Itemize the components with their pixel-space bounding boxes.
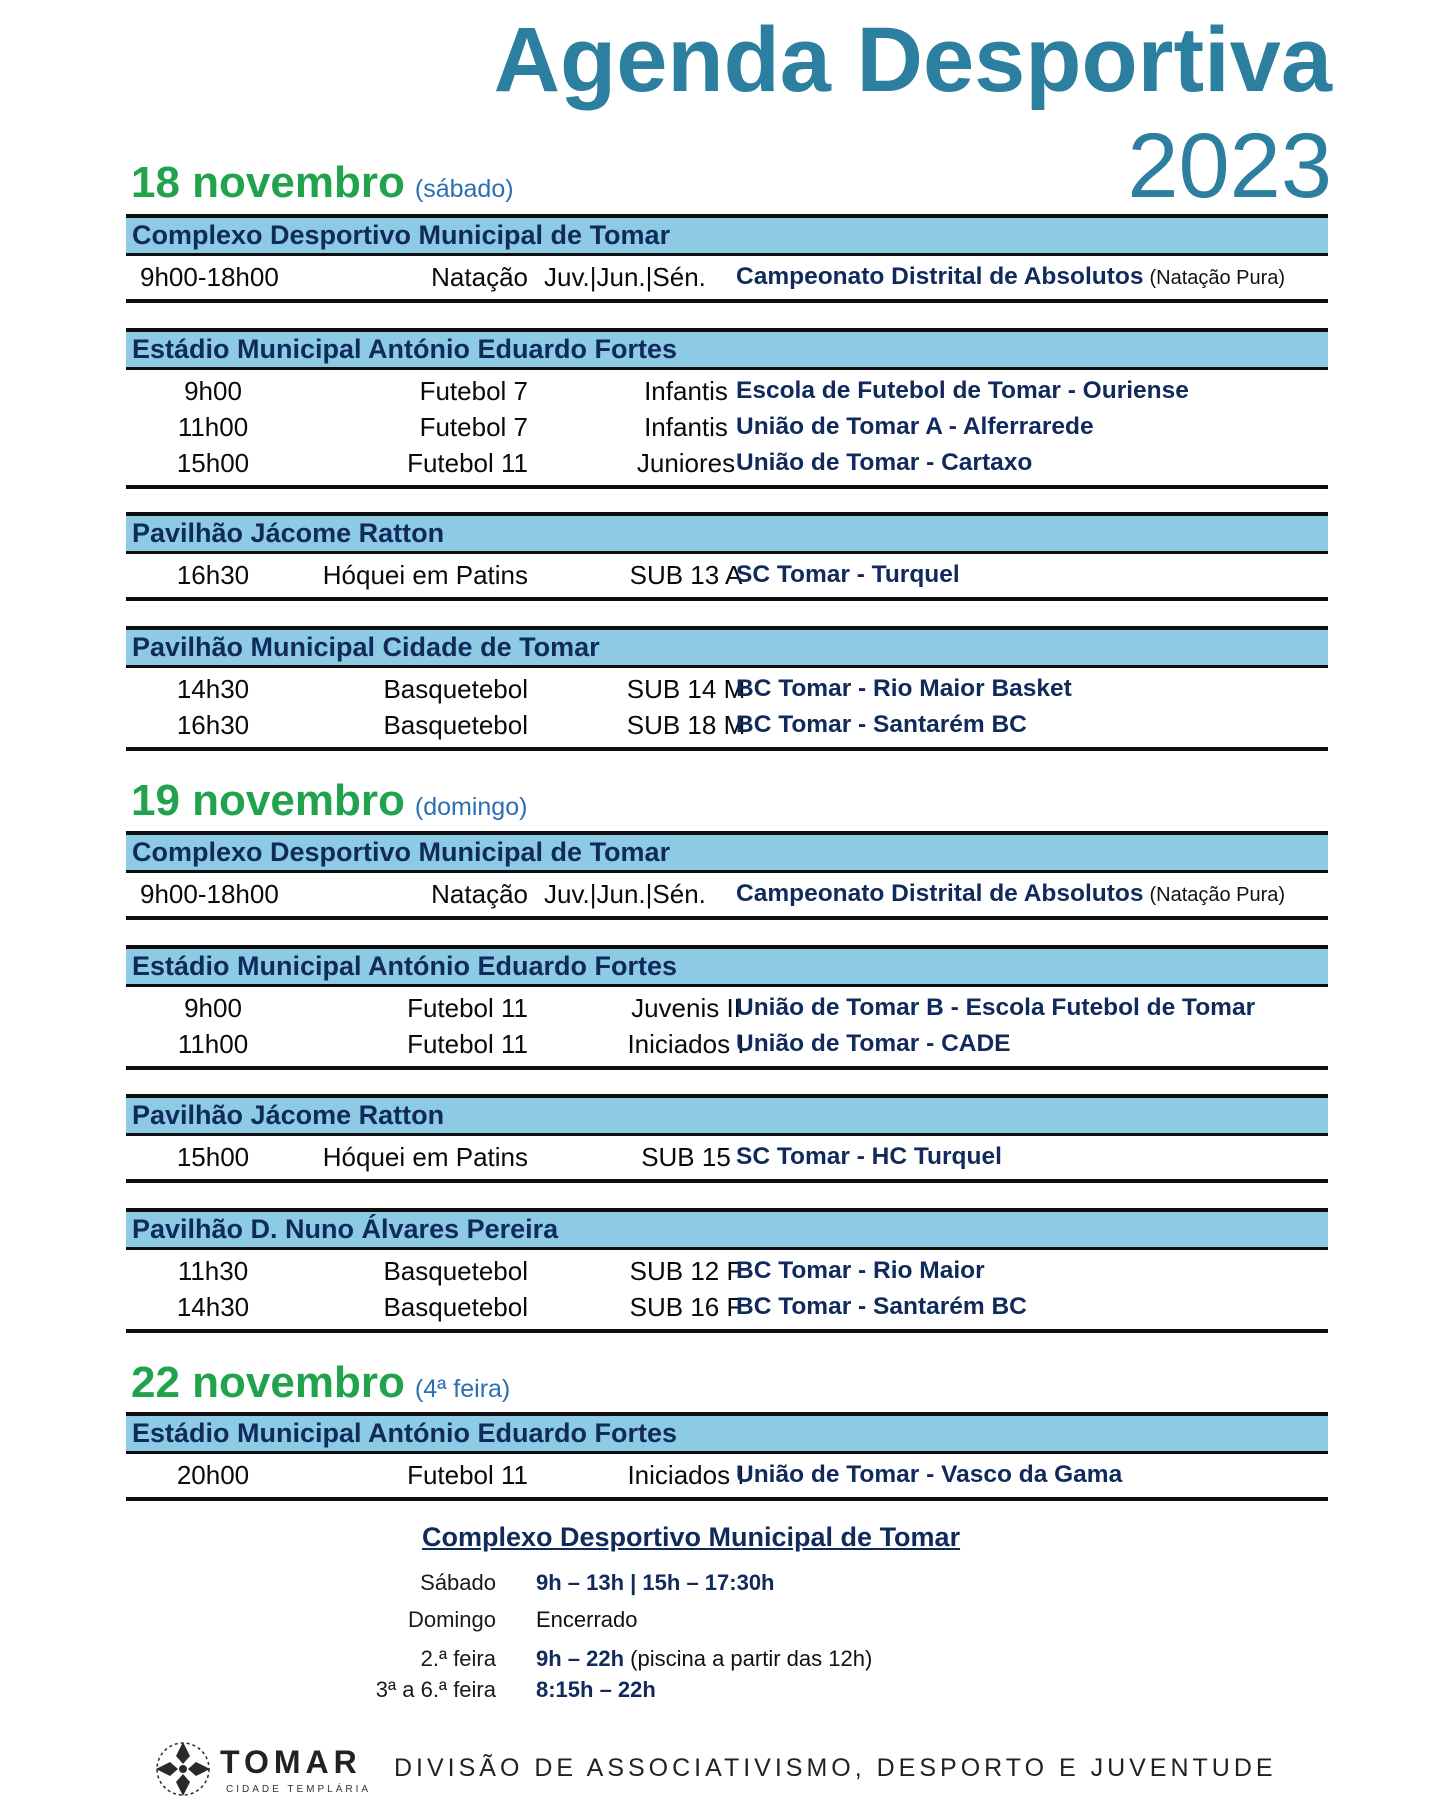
page-year: 2023 xyxy=(1127,115,1332,217)
event-row xyxy=(126,1289,1328,1325)
event-row xyxy=(126,1253,1328,1289)
event-row xyxy=(126,671,1328,707)
day-weekday: (domingo) xyxy=(414,793,528,821)
event-category: Infantis xyxy=(644,412,728,442)
hours-day: 2.ª feira xyxy=(420,1646,496,1671)
event-time: 9h00 xyxy=(184,993,242,1023)
day-date: 18 novembro xyxy=(131,158,405,207)
opening-hours-title: Complexo Desportivo Municipal de Tomar xyxy=(422,1522,961,1552)
event-row xyxy=(126,876,1328,912)
event-sport: Futebol 11 xyxy=(407,1029,528,1059)
event-sport: Hóquei em Patins xyxy=(322,560,528,590)
event-time: 11h00 xyxy=(177,412,249,442)
event-note: (Natação Pura) xyxy=(1149,884,1286,906)
event-category: Juniores xyxy=(636,448,736,478)
venue-block xyxy=(126,1412,1328,1501)
day-weekday: (4ª feira) xyxy=(414,1375,511,1403)
hours-day: 3ª a 6.ª feira xyxy=(375,1677,496,1702)
venue-block xyxy=(126,626,1328,751)
event-time: 9h00-18h00 xyxy=(140,879,279,909)
venue-block xyxy=(126,831,1328,920)
event-sport: Futebol 7 xyxy=(419,412,528,442)
venue-name: Estádio Municipal António Eduardo Fortes xyxy=(126,332,1328,370)
venue-name: Pavilhão D. Nuno Álvares Pereira xyxy=(126,1212,1328,1250)
tomar-cross-icon xyxy=(154,1740,212,1798)
event-time: 16h30 xyxy=(176,710,250,740)
event-category: Juv.|Jun.|Sén. xyxy=(544,262,706,292)
event-sport: Futebol 11 xyxy=(407,993,528,1023)
event-title: SC Tomar - Turquel xyxy=(736,561,960,588)
event-row xyxy=(126,259,1328,295)
event-sport: Basquetebol xyxy=(383,674,528,704)
event-note: (Natação Pura) xyxy=(1149,267,1286,289)
venue-block xyxy=(126,1094,1328,1183)
hours-value-extra: (piscina a partir das 12h) xyxy=(624,1646,873,1671)
event-time: 9h00-18h00 xyxy=(140,262,279,292)
venue-name: Pavilhão Municipal Cidade de Tomar xyxy=(126,630,1328,668)
event-title-text: Campeonato Distrital de Absolutos xyxy=(736,880,1144,907)
day-heading xyxy=(131,158,514,208)
event-time: 14h30 xyxy=(176,674,250,704)
venue-block xyxy=(126,512,1328,601)
event-category: Iniciados I xyxy=(627,1460,745,1490)
division-name: DIVISÃO DE ASSOCIATIVISMO, DESPORTO E JUVENTUDE xyxy=(394,1754,1277,1782)
event-title: BC Tomar - Rio Maior Basket xyxy=(736,675,1072,702)
venue-name: Complexo Desportivo Municipal de Tomar xyxy=(126,835,1328,873)
event-row xyxy=(126,445,1328,481)
day-weekday: (sábado) xyxy=(414,175,514,203)
event-title: Escola de Futebol de Tomar - Ouriense xyxy=(736,377,1189,404)
event-row xyxy=(126,707,1328,743)
venue-block xyxy=(126,328,1328,489)
tomar-logo-subtitle: CIDADE TEMPLÁRIA xyxy=(226,1784,372,1795)
event-title: BC Tomar - Santarém BC xyxy=(736,1293,1027,1320)
event-category: SUB 18 M xyxy=(626,710,746,740)
venue-name: Pavilhão Jácome Ratton xyxy=(126,1098,1328,1136)
event-category: SUB 15 xyxy=(641,1142,731,1172)
hours-row xyxy=(0,1607,1448,1641)
event-time: 16h30 xyxy=(176,560,250,590)
tomar-logo: TOMAR xyxy=(220,1744,362,1780)
hours-value xyxy=(536,1607,638,1633)
event-time: 9h00 xyxy=(184,376,242,406)
event-category: Juvenis II xyxy=(631,993,741,1023)
event-title: União de Tomar - CADE xyxy=(736,1030,1011,1057)
venue-name: Complexo Desportivo Municipal de Tomar xyxy=(126,218,1328,256)
venue-block xyxy=(126,945,1328,1070)
event-sport: Hóquei em Patins xyxy=(322,1142,528,1172)
event-title: SC Tomar - HC Turquel xyxy=(736,1143,1002,1170)
page-title: Agenda Desportiva xyxy=(493,9,1332,111)
event-category: Juv.|Jun.|Sén. xyxy=(544,879,706,909)
footer xyxy=(154,1740,1304,1804)
event-sport: Basquetebol xyxy=(383,1256,528,1286)
event-category: SUB 13 A xyxy=(629,560,743,590)
event-sport: Futebol 7 xyxy=(419,376,528,406)
event-category: SUB 12 F xyxy=(629,1256,743,1286)
hours-row xyxy=(0,1677,1448,1711)
venue-name: Estádio Municipal António Eduardo Fortes xyxy=(126,1416,1328,1454)
hours-value-bold: 8:15h – 22h xyxy=(536,1677,656,1702)
event-row xyxy=(126,373,1328,409)
hours-row xyxy=(0,1570,1448,1604)
venue-block xyxy=(126,214,1328,303)
event-title-text: Campeonato Distrital de Absolutos xyxy=(736,263,1144,290)
event-sport: Futebol 11 xyxy=(407,448,528,478)
hours-day: Domingo xyxy=(407,1607,496,1632)
event-title: BC Tomar - Rio Maior xyxy=(736,1257,985,1284)
event-title: União de Tomar A - Alferrarede xyxy=(736,413,1094,440)
event-row xyxy=(126,1139,1328,1175)
event-time: 15h00 xyxy=(176,1142,250,1172)
day-date: 19 novembro xyxy=(131,776,405,825)
hours-value-extra: Encerrado xyxy=(536,1607,638,1632)
hours-value-bold: 9h – 22h xyxy=(536,1646,625,1671)
event-row xyxy=(126,1026,1328,1062)
event-sport: Basquetebol xyxy=(383,710,528,740)
event-row xyxy=(126,1457,1328,1493)
venue-block xyxy=(126,1208,1328,1333)
venue-name: Pavilhão Jácome Ratton xyxy=(126,516,1328,554)
event-sport: Natação xyxy=(431,262,528,292)
event-time: 14h30 xyxy=(176,1292,250,1322)
event-title xyxy=(736,876,1285,913)
hours-value xyxy=(536,1646,872,1672)
hours-value xyxy=(536,1677,656,1703)
event-sport: Natação xyxy=(431,879,528,909)
event-time: 20h00 xyxy=(176,1460,250,1490)
event-row xyxy=(126,557,1328,593)
event-row xyxy=(126,409,1328,445)
hours-day: Sábado xyxy=(420,1570,496,1595)
event-time: 11h30 xyxy=(177,1256,249,1286)
event-row xyxy=(126,990,1328,1026)
event-title: União de Tomar - Cartaxo xyxy=(736,449,1033,476)
event-category: Infantis xyxy=(644,376,728,406)
day-heading xyxy=(131,1358,510,1408)
event-category: SUB 14 M xyxy=(626,674,746,704)
event-title: União de Tomar B - Escola Futebol de Tomar xyxy=(736,994,1256,1021)
event-category: SUB 16 F xyxy=(629,1292,743,1322)
hours-value xyxy=(536,1570,775,1596)
day-heading xyxy=(131,776,527,826)
event-sport: Basquetebol xyxy=(383,1292,528,1322)
hours-row xyxy=(0,1646,1448,1680)
event-time: 11h00 xyxy=(177,1029,249,1059)
event-title xyxy=(736,259,1285,296)
event-category: Iniciados I xyxy=(627,1029,745,1059)
event-time: 15h00 xyxy=(176,448,250,478)
day-date: 22 novembro xyxy=(131,1358,405,1407)
event-title: BC Tomar - Santarém BC xyxy=(736,711,1027,738)
venue-name: Estádio Municipal António Eduardo Fortes xyxy=(126,949,1328,987)
event-title: União de Tomar - Vasco da Gama xyxy=(736,1461,1123,1488)
hours-value-bold: 9h – 13h | 15h – 17:30h xyxy=(536,1570,775,1595)
event-sport: Futebol 11 xyxy=(407,1460,528,1490)
